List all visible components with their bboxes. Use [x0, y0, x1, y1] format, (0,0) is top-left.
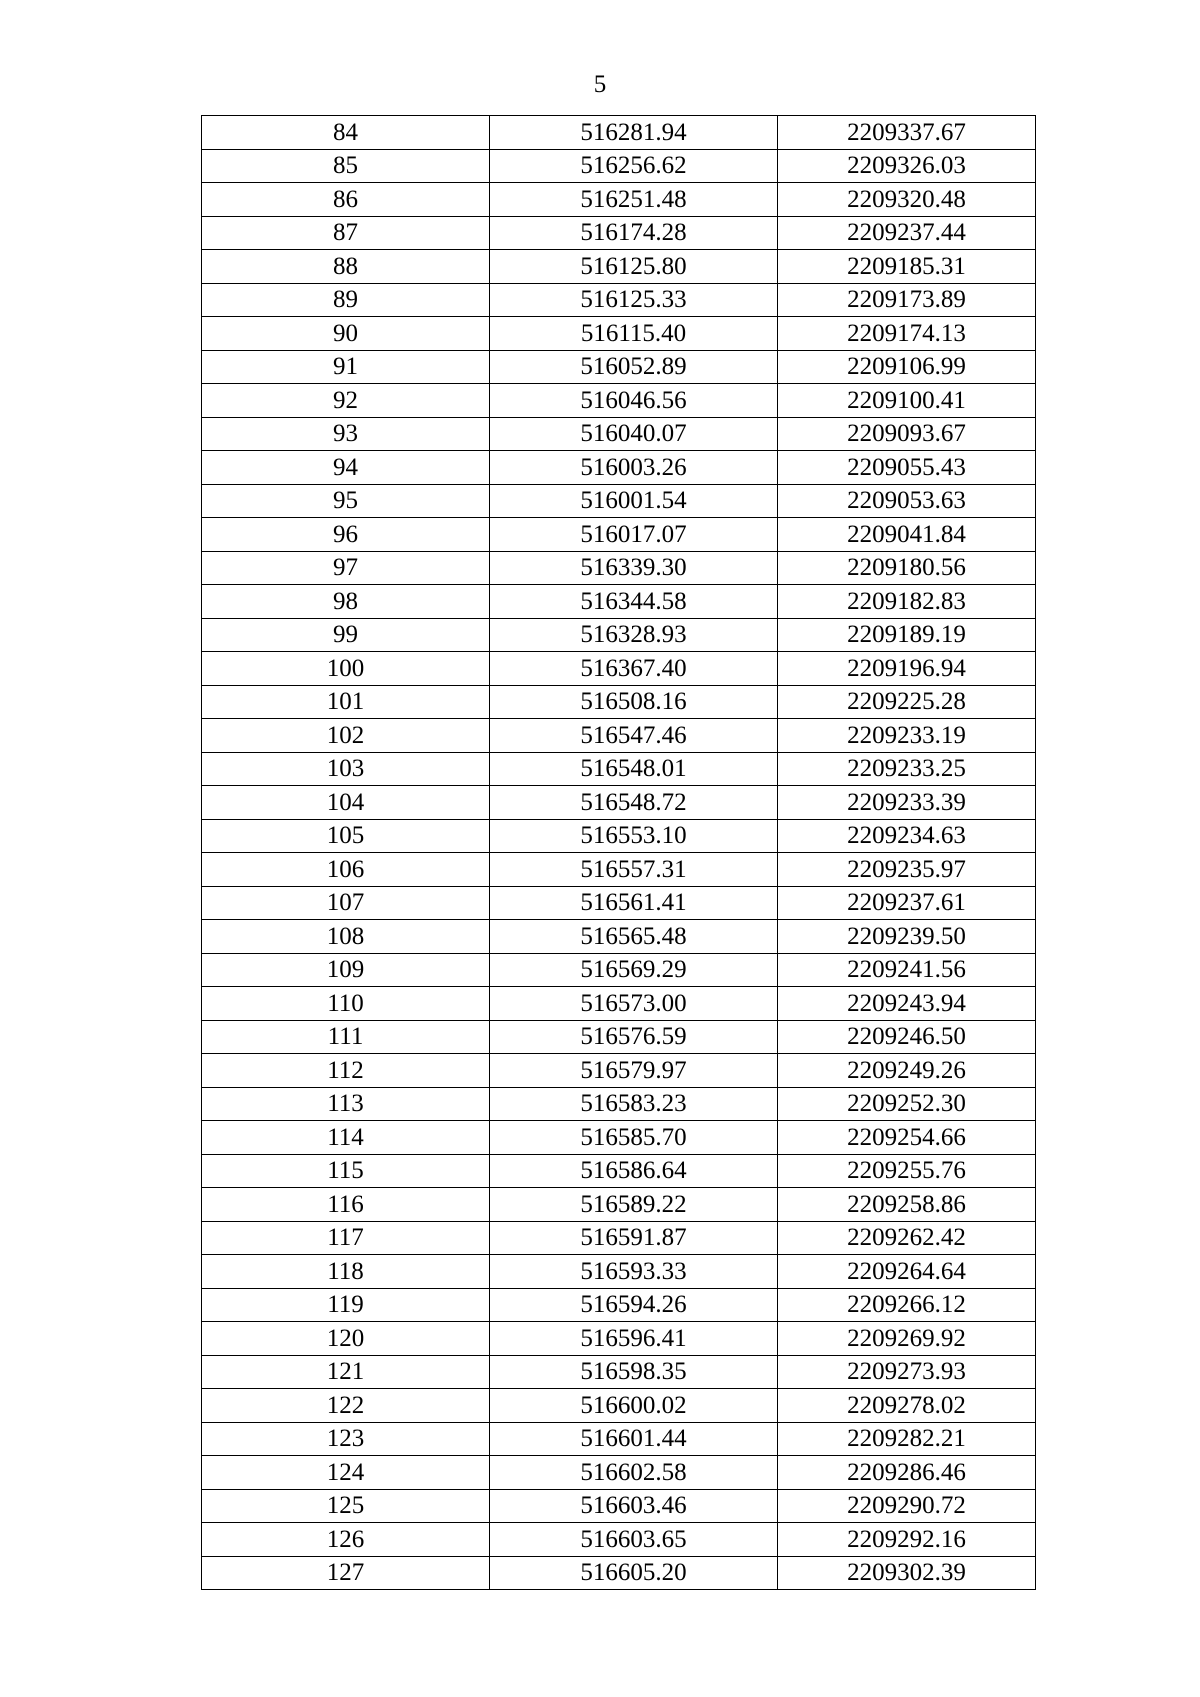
- table-row: [202, 886, 1036, 920]
- point-number-cell: 91: [202, 350, 490, 384]
- point-number-cell: 127: [202, 1556, 490, 1590]
- x-coordinate-cell: 516576.59: [490, 1020, 778, 1054]
- point-number-cell: 116: [202, 1188, 490, 1222]
- table-row: [202, 953, 1036, 987]
- x-coordinate-cell: 516040.07: [490, 417, 778, 451]
- table-row: [202, 1456, 1036, 1490]
- table-row: [202, 1221, 1036, 1255]
- table-row: [202, 1020, 1036, 1054]
- x-coordinate-cell: 516115.40: [490, 317, 778, 351]
- table-row: [202, 1422, 1036, 1456]
- table-row: [202, 350, 1036, 384]
- x-coordinate-cell: 516174.28: [490, 216, 778, 250]
- x-coordinate-cell: 516339.30: [490, 551, 778, 585]
- table-row: [202, 685, 1036, 719]
- point-number-cell: 90: [202, 317, 490, 351]
- point-number-cell: 96: [202, 518, 490, 552]
- point-number-cell: 86: [202, 183, 490, 217]
- y-coordinate-cell: 2209225.28: [778, 685, 1036, 719]
- x-coordinate-cell: 516548.72: [490, 786, 778, 820]
- point-number-cell: 117: [202, 1221, 490, 1255]
- point-number-cell: 101: [202, 685, 490, 719]
- table-row: [202, 484, 1036, 518]
- point-number-cell: 125: [202, 1489, 490, 1523]
- y-coordinate-cell: 2209326.03: [778, 149, 1036, 183]
- table-row: [202, 853, 1036, 887]
- x-coordinate-cell: 516594.26: [490, 1288, 778, 1322]
- x-coordinate-cell: 516281.94: [490, 116, 778, 150]
- point-number-cell: 87: [202, 216, 490, 250]
- point-number-cell: 84: [202, 116, 490, 150]
- table-row: [202, 149, 1036, 183]
- x-coordinate-cell: 516603.46: [490, 1489, 778, 1523]
- coordinates-table-body: [202, 116, 1036, 1590]
- y-coordinate-cell: 2209255.76: [778, 1154, 1036, 1188]
- x-coordinate-cell: 516583.23: [490, 1087, 778, 1121]
- table-row: [202, 1188, 1036, 1222]
- point-number-cell: 126: [202, 1523, 490, 1557]
- y-coordinate-cell: 2209264.64: [778, 1255, 1036, 1289]
- x-coordinate-cell: 516251.48: [490, 183, 778, 217]
- x-coordinate-cell: 516557.31: [490, 853, 778, 887]
- x-coordinate-cell: 516598.35: [490, 1355, 778, 1389]
- table-row: [202, 752, 1036, 786]
- x-coordinate-cell: 516569.29: [490, 953, 778, 987]
- table-row: [202, 1154, 1036, 1188]
- y-coordinate-cell: 2209235.97: [778, 853, 1036, 887]
- table-row: [202, 920, 1036, 954]
- x-coordinate-cell: 516052.89: [490, 350, 778, 384]
- y-coordinate-cell: 2209282.21: [778, 1422, 1036, 1456]
- y-coordinate-cell: 2209233.25: [778, 752, 1036, 786]
- x-coordinate-cell: 516367.40: [490, 652, 778, 686]
- point-number-cell: 106: [202, 853, 490, 887]
- y-coordinate-cell: 2209185.31: [778, 250, 1036, 284]
- table-row: [202, 116, 1036, 150]
- table-row: [202, 1489, 1036, 1523]
- table-row: [202, 283, 1036, 317]
- table-row: [202, 1054, 1036, 1088]
- x-coordinate-cell: 516046.56: [490, 384, 778, 418]
- point-number-cell: 94: [202, 451, 490, 485]
- coordinates-table: [201, 115, 1036, 1590]
- point-number-cell: 112: [202, 1054, 490, 1088]
- y-coordinate-cell: 2209189.19: [778, 618, 1036, 652]
- x-coordinate-cell: 516573.00: [490, 987, 778, 1021]
- x-coordinate-cell: 516125.33: [490, 283, 778, 317]
- y-coordinate-cell: 2209258.86: [778, 1188, 1036, 1222]
- point-number-cell: 109: [202, 953, 490, 987]
- y-coordinate-cell: 2209237.44: [778, 216, 1036, 250]
- y-coordinate-cell: 2209100.41: [778, 384, 1036, 418]
- table-row: [202, 987, 1036, 1021]
- y-coordinate-cell: 2209266.12: [778, 1288, 1036, 1322]
- point-number-cell: 89: [202, 283, 490, 317]
- x-coordinate-cell: 516001.54: [490, 484, 778, 518]
- x-coordinate-cell: 516585.70: [490, 1121, 778, 1155]
- point-number-cell: 92: [202, 384, 490, 418]
- x-coordinate-cell: 516344.58: [490, 585, 778, 619]
- y-coordinate-cell: 2209041.84: [778, 518, 1036, 552]
- table-row: [202, 1255, 1036, 1289]
- x-coordinate-cell: 516589.22: [490, 1188, 778, 1222]
- table-row: [202, 786, 1036, 820]
- point-number-cell: 99: [202, 618, 490, 652]
- point-number-cell: 93: [202, 417, 490, 451]
- table-row: [202, 384, 1036, 418]
- table-row: [202, 1121, 1036, 1155]
- y-coordinate-cell: 2209337.67: [778, 116, 1036, 150]
- table-row: [202, 652, 1036, 686]
- y-coordinate-cell: 2209249.26: [778, 1054, 1036, 1088]
- point-number-cell: 113: [202, 1087, 490, 1121]
- table-row: [202, 216, 1036, 250]
- y-coordinate-cell: 2209234.63: [778, 819, 1036, 853]
- y-coordinate-cell: 2209269.92: [778, 1322, 1036, 1356]
- page-number: 5: [593, 71, 607, 98]
- point-number-cell: 119: [202, 1288, 490, 1322]
- x-coordinate-cell: 516579.97: [490, 1054, 778, 1088]
- point-number-cell: 107: [202, 886, 490, 920]
- point-number-cell: 120: [202, 1322, 490, 1356]
- x-coordinate-cell: 516593.33: [490, 1255, 778, 1289]
- point-number-cell: 103: [202, 752, 490, 786]
- y-coordinate-cell: 2209106.99: [778, 350, 1036, 384]
- y-coordinate-cell: 2209292.16: [778, 1523, 1036, 1557]
- table-row: [202, 1556, 1036, 1590]
- y-coordinate-cell: 2209196.94: [778, 652, 1036, 686]
- y-coordinate-cell: 2209174.13: [778, 317, 1036, 351]
- x-coordinate-cell: 516561.41: [490, 886, 778, 920]
- y-coordinate-cell: 2209290.72: [778, 1489, 1036, 1523]
- y-coordinate-cell: 2209233.19: [778, 719, 1036, 753]
- table-row: [202, 518, 1036, 552]
- y-coordinate-cell: 2209252.30: [778, 1087, 1036, 1121]
- point-number-cell: 118: [202, 1255, 490, 1289]
- point-number-cell: 115: [202, 1154, 490, 1188]
- table-row: [202, 1288, 1036, 1322]
- table-row: [202, 1087, 1036, 1121]
- table-row: [202, 417, 1036, 451]
- y-coordinate-cell: 2209302.39: [778, 1556, 1036, 1590]
- point-number-cell: 110: [202, 987, 490, 1021]
- x-coordinate-cell: 516602.58: [490, 1456, 778, 1490]
- x-coordinate-cell: 516596.41: [490, 1322, 778, 1356]
- point-number-cell: 95: [202, 484, 490, 518]
- y-coordinate-cell: 2209180.56: [778, 551, 1036, 585]
- table-row: [202, 1355, 1036, 1389]
- x-coordinate-cell: 516603.65: [490, 1523, 778, 1557]
- x-coordinate-cell: 516547.46: [490, 719, 778, 753]
- x-coordinate-cell: 516600.02: [490, 1389, 778, 1423]
- point-number-cell: 121: [202, 1355, 490, 1389]
- x-coordinate-cell: 516601.44: [490, 1422, 778, 1456]
- point-number-cell: 124: [202, 1456, 490, 1490]
- point-number-cell: 88: [202, 250, 490, 284]
- table-row: [202, 1322, 1036, 1356]
- x-coordinate-cell: 516256.62: [490, 149, 778, 183]
- x-coordinate-cell: 516553.10: [490, 819, 778, 853]
- point-number-cell: 105: [202, 819, 490, 853]
- y-coordinate-cell: 2209286.46: [778, 1456, 1036, 1490]
- y-coordinate-cell: 2209254.66: [778, 1121, 1036, 1155]
- x-coordinate-cell: 516591.87: [490, 1221, 778, 1255]
- point-number-cell: 85: [202, 149, 490, 183]
- x-coordinate-cell: 516125.80: [490, 250, 778, 284]
- table-row: [202, 451, 1036, 485]
- point-number-cell: 100: [202, 652, 490, 686]
- table-row: [202, 585, 1036, 619]
- table-row: [202, 819, 1036, 853]
- point-number-cell: 98: [202, 585, 490, 619]
- y-coordinate-cell: 2209053.63: [778, 484, 1036, 518]
- point-number-cell: 104: [202, 786, 490, 820]
- y-coordinate-cell: 2209173.89: [778, 283, 1036, 317]
- y-coordinate-cell: 2209262.42: [778, 1221, 1036, 1255]
- x-coordinate-cell: 516003.26: [490, 451, 778, 485]
- table-row: [202, 719, 1036, 753]
- y-coordinate-cell: 2209320.48: [778, 183, 1036, 217]
- y-coordinate-cell: 2209278.02: [778, 1389, 1036, 1423]
- y-coordinate-cell: 2209273.93: [778, 1355, 1036, 1389]
- table-row: [202, 551, 1036, 585]
- table-row: [202, 250, 1036, 284]
- y-coordinate-cell: 2209239.50: [778, 920, 1036, 954]
- point-number-cell: 97: [202, 551, 490, 585]
- table-row: [202, 618, 1036, 652]
- table-row: [202, 183, 1036, 217]
- y-coordinate-cell: 2209243.94: [778, 987, 1036, 1021]
- y-coordinate-cell: 2209182.83: [778, 585, 1036, 619]
- y-coordinate-cell: 2209241.56: [778, 953, 1036, 987]
- x-coordinate-cell: 516565.48: [490, 920, 778, 954]
- x-coordinate-cell: 516605.20: [490, 1556, 778, 1590]
- x-coordinate-cell: 516508.16: [490, 685, 778, 719]
- point-number-cell: 114: [202, 1121, 490, 1155]
- table-row: [202, 1389, 1036, 1423]
- x-coordinate-cell: 516586.64: [490, 1154, 778, 1188]
- point-number-cell: 122: [202, 1389, 490, 1423]
- x-coordinate-cell: 516548.01: [490, 752, 778, 786]
- y-coordinate-cell: 2209237.61: [778, 886, 1036, 920]
- y-coordinate-cell: 2209093.67: [778, 417, 1036, 451]
- y-coordinate-cell: 2209246.50: [778, 1020, 1036, 1054]
- point-number-cell: 111: [202, 1020, 490, 1054]
- table-row: [202, 317, 1036, 351]
- y-coordinate-cell: 2209233.39: [778, 786, 1036, 820]
- point-number-cell: 123: [202, 1422, 490, 1456]
- y-coordinate-cell: 2209055.43: [778, 451, 1036, 485]
- x-coordinate-cell: 516017.07: [490, 518, 778, 552]
- point-number-cell: 102: [202, 719, 490, 753]
- point-number-cell: 108: [202, 920, 490, 954]
- table-row: [202, 1523, 1036, 1557]
- x-coordinate-cell: 516328.93: [490, 618, 778, 652]
